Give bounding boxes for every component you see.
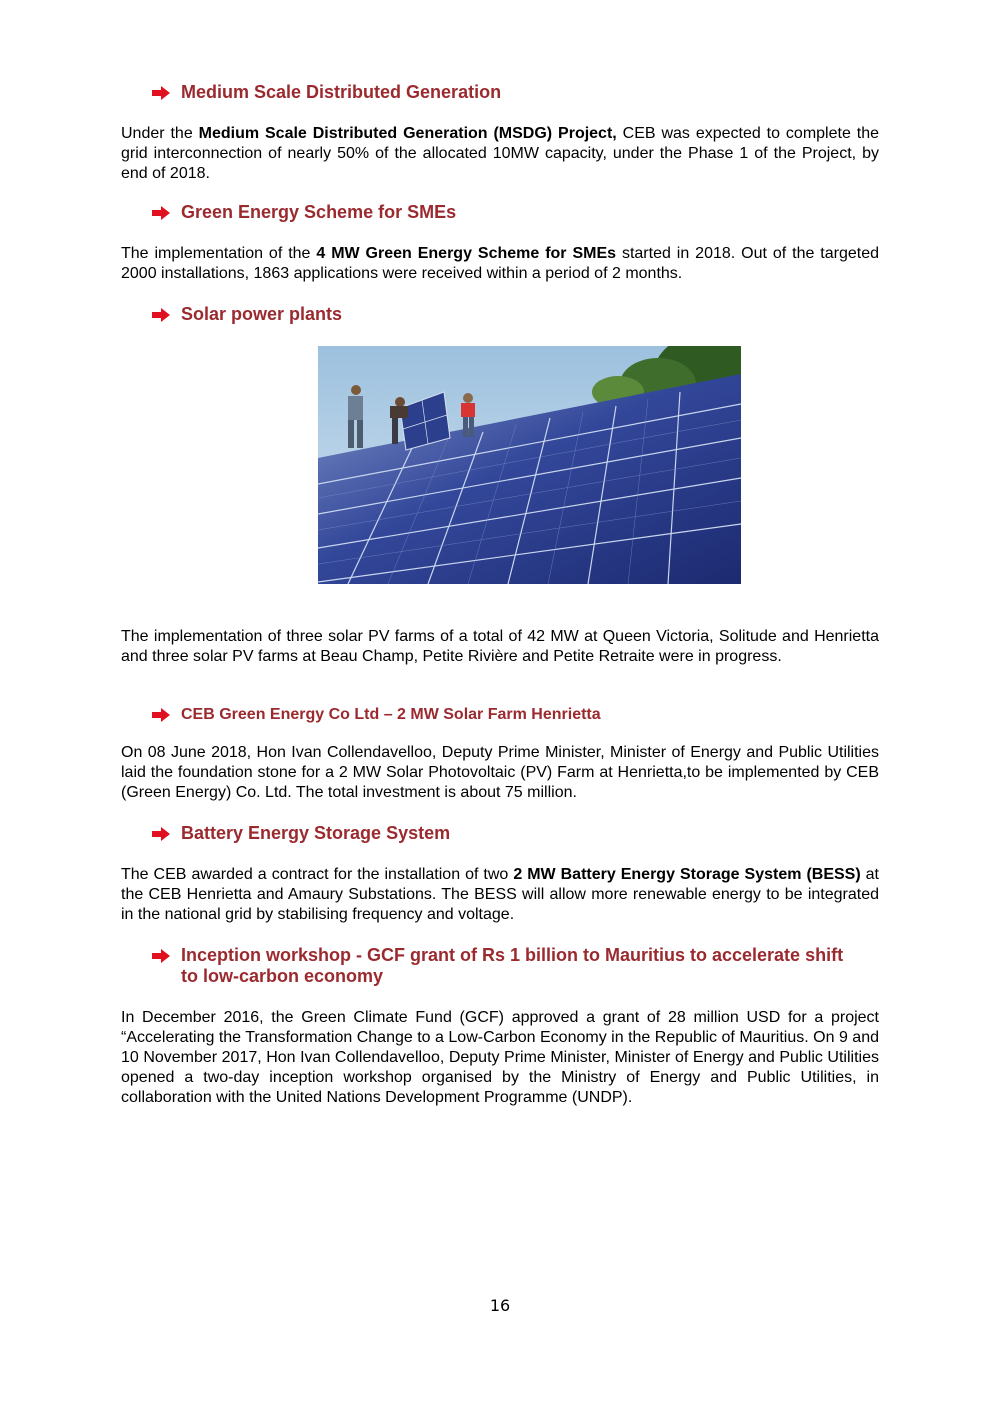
arrow-bullet-icon [152, 708, 170, 722]
heading-text: Green Energy Scheme for SMEs [181, 202, 457, 222]
heading-text: Battery Energy Storage System [181, 823, 451, 843]
paragraph-bess: The CEB awarded a contract for the installation of two 2 MW Battery Energy Storage System (BESS) at the CEB Henrietta and Amaury Substations. The BESS will allow more renewable energy to be integrated in the national grid by stabilising frequency and voltage. [121, 866, 880, 923]
heading-henrietta [152, 705, 601, 724]
paragraph-sme: The implementation of the 4 MW Green Energy Scheme for SMEs started in 2018. Out of the targeted 2000 installations, 1863 applications were received within a period of 2 months. [121, 245, 880, 282]
paragraph-henrietta: On 08 June 2018, Hon Ivan Collendavelloo, Deputy Prime Minister, Minister of Energy and Public Utilities laid the foundation stone for a 2 MW Solar Photovoltaic (PV) Farm at Henrietta,to be implemented by CEB (Green Energy) Co. Ltd. The total investment is about 75 million. [121, 744, 879, 801]
page-number: 16 [489, 1296, 511, 1315]
paragraph-msdg: Under the Medium Scale Distributed Generation (MSDG) Project, CEB was expected to complete the grid interconnection of nearly 50% of the allocated 10MW capacity, under the Phase 1 of the Project, by end of 2018. [121, 125, 880, 182]
paragraph-gcf: In December 2016, the Green Climate Fund (GCF) approved a grant of 28 million USD for a project “Accelerating the Transformation Change to a Low-Carbon Economy in the Republic of Mauritius. On 9 and 10 November 2017, Hon Ivan Collendavelloo, Deputy Prime Minister, Minister of Energy and Public Utilities opened a two-day inception workshop organised by the Ministry of Energy and Public Utilities, in collaboration with the United Nations Development Programme (UNDP). [121, 1009, 879, 1106]
arrow-bullet-icon [152, 206, 170, 220]
arrow-bullet-icon [152, 308, 170, 322]
heading-sme [152, 202, 456, 223]
heading-text: Medium Scale Distributed Generation [181, 82, 502, 102]
solar-panels-photo [318, 346, 741, 584]
heading-text: CEB Green Energy Co Ltd – 2 MW Solar Farm Henrietta [181, 706, 601, 723]
heading-gcf [152, 945, 843, 987]
paragraph-solar: The implementation of three solar PV farms of a total of 42 MW at Queen Victoria, Solitude and Henrietta and three solar PV farms at Beau Champ, Petite Rivière and Petite Retraite were in progress. [121, 628, 879, 665]
arrow-bullet-icon [152, 827, 170, 841]
heading-text: Solar power plants [181, 304, 343, 324]
heading-bess [152, 823, 450, 844]
heading-text: Inception workshop - GCF grant of Rs 1 billion to Mauritius to accelerate shift to low-carbon economy [181, 945, 844, 986]
heading-solar [152, 304, 342, 325]
arrow-bullet-icon [152, 86, 170, 100]
heading-msdg [152, 82, 501, 103]
arrow-bullet-icon [152, 949, 170, 963]
